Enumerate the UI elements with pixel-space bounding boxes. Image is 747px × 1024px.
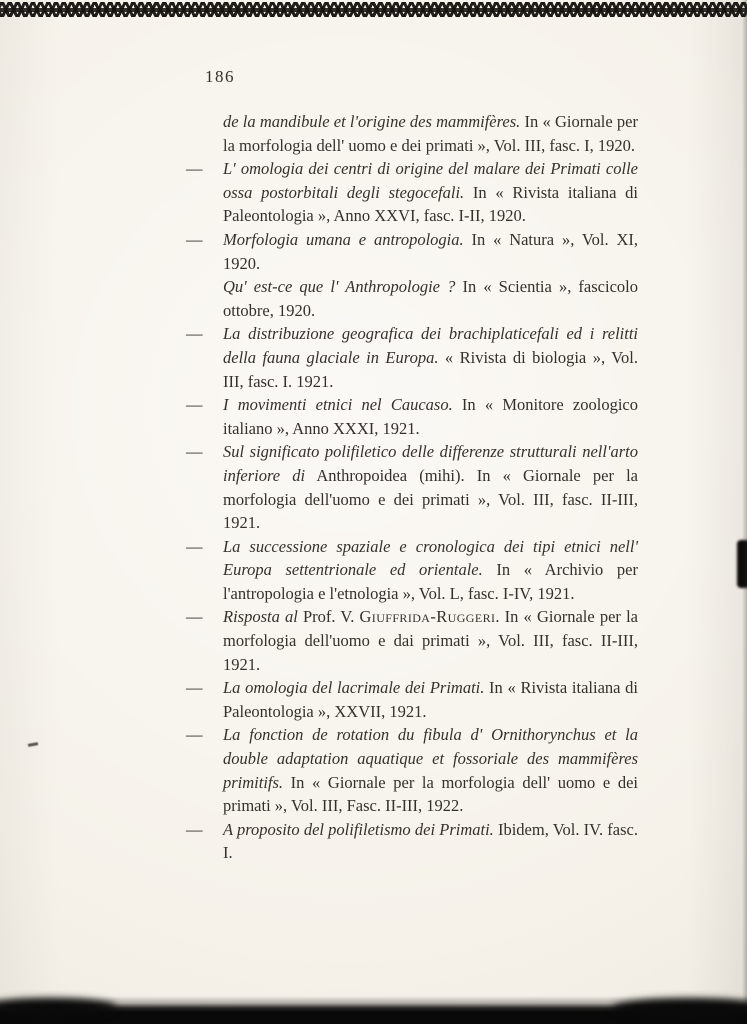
bibliography-entry bbox=[186, 110, 638, 157]
entry-text-italic: de la mandibule et l'origine des mammifères. bbox=[223, 112, 521, 131]
entry-text-italic: La omologia del lacrimale dei Primati. bbox=[223, 678, 485, 698]
entry-text-roman: In « Giornale per la morfologia dell' uomo e dei primati », Vol. III, Fasc. II-III, 1922. bbox=[223, 772, 638, 816]
entry-text-roman: In « Rivista italiana di Paleontologia », XXVII, 1921. bbox=[223, 678, 638, 721]
bibliography-entry bbox=[186, 157, 638, 228]
bibliography-entry bbox=[186, 322, 638, 393]
scan-mark-left-margin bbox=[28, 742, 38, 747]
bibliography-list bbox=[186, 110, 638, 865]
bibliography-entry bbox=[186, 535, 638, 606]
bibliography-entry bbox=[186, 676, 638, 723]
entry-dash-marker: — bbox=[186, 442, 203, 462]
bibliography-entry bbox=[186, 440, 638, 534]
bibliography-entry bbox=[186, 228, 638, 275]
entry-dash-marker: — bbox=[186, 607, 203, 627]
entry-text-roman: In « Rivista italiana di Paleontologia », Anno XXVI, fasc. I-II, 1920. bbox=[223, 182, 639, 226]
bibliography-entry bbox=[186, 723, 638, 817]
entry-text-roman: « Rivista di biologia », Vol. III, fasc. I. 1921. bbox=[223, 347, 638, 391]
bibliography-entry bbox=[186, 605, 638, 676]
entry-dash-marker: — bbox=[186, 159, 203, 179]
entry-text-roman: Prof. V. bbox=[297, 607, 360, 627]
entry-text-roman: . In « Giornale per la morfologia dell'uomo e dai primati », Vol. III, fasc. II-III, 1921. bbox=[223, 607, 638, 674]
entry-text-italic: Qu' est-ce que l' Anthropologie ? bbox=[223, 277, 456, 297]
entry-text-smallcaps: Giuffrida-Ruggeri bbox=[359, 607, 496, 627]
entry-dash-marker: — bbox=[186, 678, 203, 698]
entry-text-italic: Risposta al bbox=[223, 607, 298, 627]
entry-dash-marker: — bbox=[186, 229, 203, 249]
entry-text-roman: In « Natura », Vol. XI, 1920. bbox=[223, 229, 638, 273]
entry-text-italic: Sul significato polifiletico delle differenze strutturali nell'arto inferiore di bbox=[223, 442, 638, 485]
entry-text-roman: Ibidem, Vol. IV. fasc. I. bbox=[223, 819, 638, 863]
entry-text-italic: La distribuzione geografica dei brachiplaticefali ed i relitti della fauna glaciale in Europa. bbox=[223, 324, 638, 367]
entry-text-roman: In « Giornale per la morfologia dell' uomo e dei primati », Vol. III, fasc. I, 1920. bbox=[223, 112, 638, 155]
entry-text-roman: In « Monitore zoologico italiano », Anno XXXI, 1921. bbox=[223, 395, 638, 438]
entry-text-italic: La fonction de rotation du fibula d' Ornithorynchus et la double adaptation aquatique et fossoriale des mammifères primitifs. bbox=[223, 725, 638, 792]
entry-text-italic: L' omologia dei centri di origine del malare dei Primati colle ossa postorbitali degli stegocefali. bbox=[223, 159, 638, 202]
entry-text-roman: In « Scientia », fascicolo ottobre, 1920. bbox=[223, 277, 638, 320]
entry-dash-marker: — bbox=[186, 536, 203, 556]
entry-text-roman: In « Archivio per l'antropologia e l'etnologia », Vol. L, fasc. I-IV, 1921. bbox=[223, 560, 638, 603]
entry-text-roman: Anthropoidea (mihi). In « Giornale per la morfologia dell'uomo e dei primati », Vol. III, fasc. II-III, 1921. bbox=[223, 465, 638, 533]
entry-dash-marker: — bbox=[186, 819, 203, 839]
entry-dash-marker: — bbox=[186, 324, 203, 344]
entry-text-italic: Morfologia umana e antropologia. bbox=[223, 229, 464, 249]
page-number: 186 bbox=[205, 67, 235, 86]
entry-dash-marker: — bbox=[186, 725, 203, 745]
bibliography-entry bbox=[186, 393, 638, 440]
scan-shadow-right-edge bbox=[742, 0, 747, 1024]
decorative-header-border bbox=[0, 2, 747, 17]
bibliography-entry bbox=[186, 818, 638, 865]
entry-text-italic: La successione spaziale e cronologica dei tipi etnici nell' Europa settentrionale ed orientale. bbox=[223, 536, 638, 580]
entry-text-italic: I movimenti etnici nel Caucaso. bbox=[223, 395, 453, 415]
entry-text-italic: A proposito del polifiletismo dei Primati. bbox=[223, 819, 494, 839]
bibliography-entry bbox=[186, 275, 638, 322]
entry-dash-marker: — bbox=[186, 395, 203, 415]
